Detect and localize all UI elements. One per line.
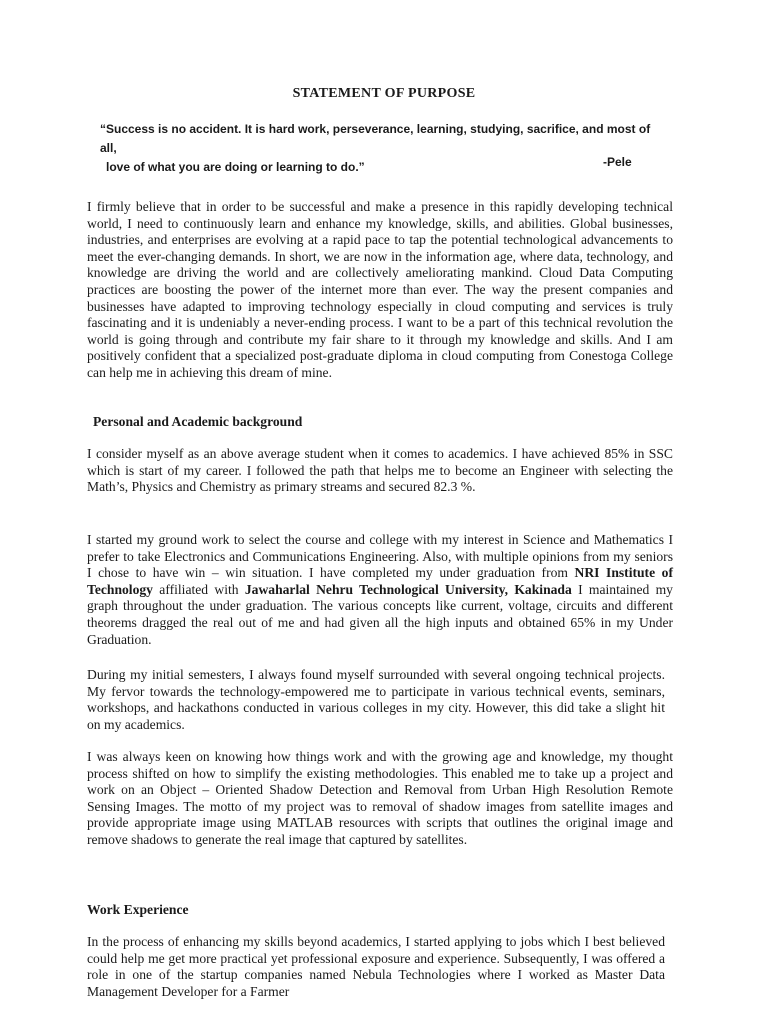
academic-p2-text-b: affiliated with xyxy=(159,581,239,597)
academic-paragraph-4: I was always keen on knowing how things work and with the growing age and knowledge, my thought process shifted on how to simplify the existing methodologies. This enabled me to take up a project and work on an Object – Oriented Shadow Detection and Removal from Urban High Resolution Remote Sensing Images. The motto of my project was to removal of shadow images from satellite images and provide appropriate image using MATLAB resources with scripts that outlines the original image and remove shadows to generate the real image that captured by satellites. xyxy=(87,749,673,847)
academic-paragraph-2 xyxy=(87,532,673,648)
quote-line-1: “Success is no accident. It is hard work, perseverance, learning, studying, sacrifice, and most of all, xyxy=(100,122,651,155)
academic-p2-text-c: I maintained my graph throughout the under graduation. The various concepts like current, voltage, circuits and different theorems dragged the real out of me and had given all the high inputs and obtained 65% in my Under Graduation. xyxy=(87,581,673,647)
college-name: NRI Institute of Technology xyxy=(87,565,673,597)
academic-heading: Personal and Academic background xyxy=(93,414,303,429)
work-paragraph-1: In the process of enhancing my skills beyond academics, I started applying to jobs which I best believed could help me get more practical yet professional exposure and experience. Subsequently, I was offered a role in one of the startup companies named Nebula Technologies where I worked as Master Data Management Developer for a Farmer xyxy=(87,934,665,999)
opening-quote xyxy=(100,120,660,177)
academic-paragraph-3: During my initial semesters, I always found myself surrounded with several ongoing technical projects. My fervor towards the technology-empowered me to participate in various technical events, seminars, workshops, and hackathons conducted in various colleges in my city. However, this did take a slight hit on my academics. xyxy=(87,667,665,732)
academic-p2-text-a: I started my ground work to select the course and college with my interest in Science and Mathematics I prefer to take Electronics and Communications Engineering. Also, with multiple opinions from my seniors I chose to have win – win situation. I have completed my under graduation from xyxy=(87,532,673,581)
work-heading: Work Experience xyxy=(87,902,189,917)
university-name: Jawaharlal Nehru Technological University, Kakinada xyxy=(244,581,572,597)
quote-author: -Pele xyxy=(603,155,632,169)
quote-line-2: love of what you are doing or learning to do.” xyxy=(106,160,365,174)
academic-paragraph-1: I consider myself as an above average student when it comes to academics. I have achieved 85% in SSC which is start of my career. I followed the path that helps me to become an Engineer with selecting the Math’s, Physics and Chemistry as primary streams and secured 82.3 %. xyxy=(87,446,673,495)
intro-paragraph: I firmly believe that in order to be successful and make a presence in this rapidly developing technical world, I need to continuously learn and enhance my knowledge, skills, and abilities. Global businesses, industries, and enterprises are evolving at a rapid pace to tap the potential technological advancements to meet the ever-changing demands. In short, we are now in the information age, where data, technology, and knowledge are driving the world and are collectively ameliorating mankind. Cloud Data Computing practices are boosting the power of the internet more than ever. The way the present companies and businesses have adapted to improving technology especially in cloud computing and services is truly fascinating and it is undeniably a never-ending process. I want to be a part of this technical revolution the world is going through and contribute my fair share to it through my knowledge and skills. And I am positively confident that a specialized post-graduate diploma in cloud computing from Conestoga College can help me in achieving this dream of mine. xyxy=(87,199,673,380)
document-title: STATEMENT OF PURPOSE xyxy=(292,86,476,101)
